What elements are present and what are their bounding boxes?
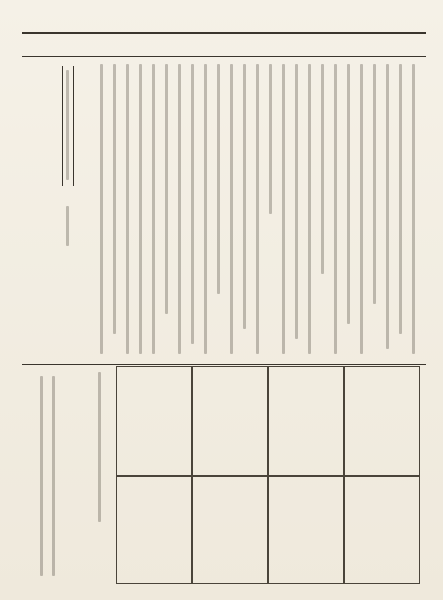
text-column [373,64,376,304]
form-cell [116,366,192,476]
text-column [152,64,155,354]
text-column [269,64,272,214]
text-column [217,64,220,294]
text-column [412,64,415,354]
form-cell [344,366,420,476]
text-column [399,64,402,334]
text-column [204,64,207,354]
lower-section [22,366,426,584]
text-column [308,64,311,354]
form-cell [192,476,268,584]
form-cell [268,476,344,584]
publisher-imprint [26,366,116,582]
registration-form-grid [116,366,420,582]
text-column [165,64,168,314]
gazette-header [22,32,426,57]
text-column [139,64,142,354]
regulation-text-body [22,56,426,365]
text-column [126,64,129,354]
text-column [243,64,246,329]
form-cell [268,366,344,476]
text-column [66,70,69,180]
text-column [40,376,43,576]
form-cell [116,476,192,584]
text-column [360,64,363,354]
text-column [178,64,181,354]
text-column [100,64,103,354]
text-column [256,64,259,354]
text-column [191,64,194,344]
text-column [295,64,298,339]
text-column [113,64,116,334]
text-column [52,376,55,576]
text-column [321,64,324,274]
text-column [230,64,233,354]
text-column [334,64,337,354]
form-cell [344,476,420,584]
text-column [386,64,389,349]
form-cell [192,366,268,476]
text-column [66,206,69,246]
text-column [347,64,350,324]
text-column [282,64,285,354]
